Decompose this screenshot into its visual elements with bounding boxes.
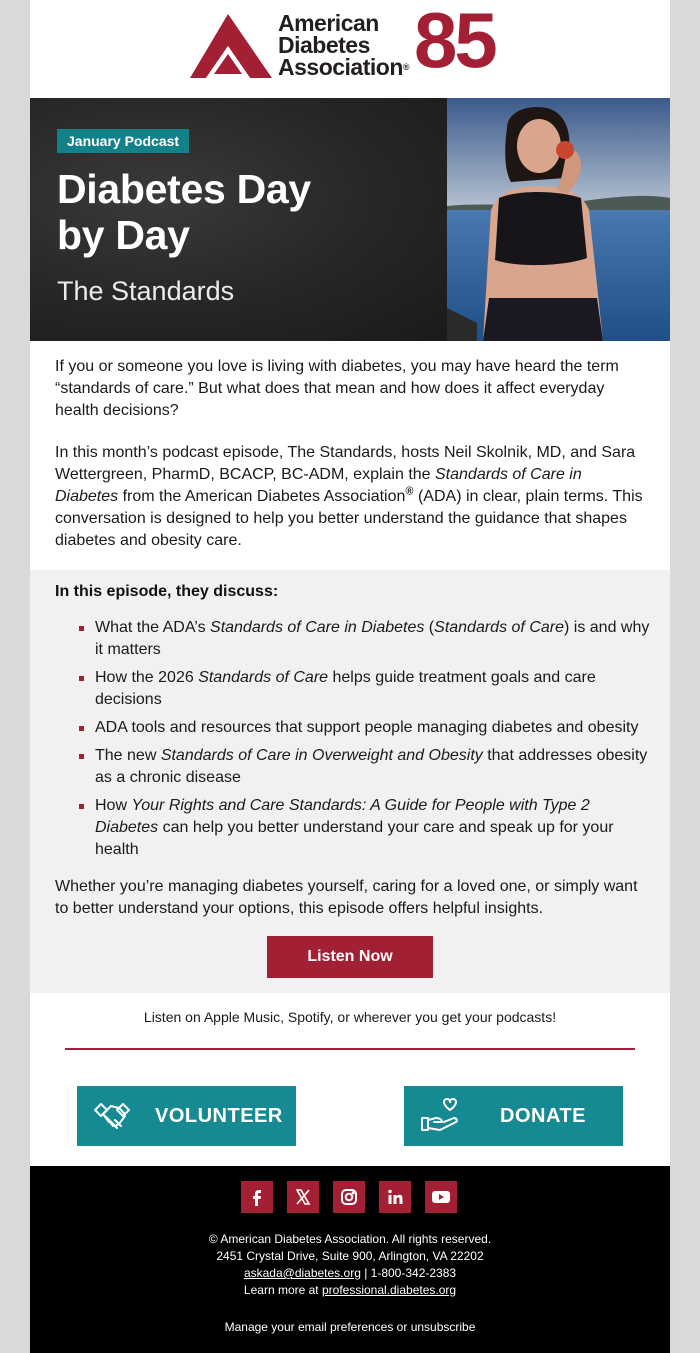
hero-badge: January Podcast xyxy=(57,129,189,153)
volunteer-label: VOLUNTEER xyxy=(155,1105,283,1127)
email-container xyxy=(30,0,670,1353)
professional-link[interactable]: professional.diabetes.org xyxy=(321,1283,457,1297)
footer xyxy=(30,1166,670,1353)
logo-line3: Association® xyxy=(278,54,410,80)
logo-85: 85 xyxy=(414,0,495,84)
x-icon xyxy=(287,1181,319,1213)
hero-title-line2: by Day xyxy=(57,212,190,258)
episode-heading: In this episode, they discuss: xyxy=(55,583,279,600)
hero-banner[interactable] xyxy=(30,98,670,341)
instagram-icon xyxy=(333,1181,365,1213)
linkedin-icon xyxy=(379,1181,411,1213)
list-item: How the 2026 Standards of Care helps guide treatment goals and care decisions xyxy=(55,667,655,711)
logo-line2: Diabetes xyxy=(278,32,370,58)
donate-label: DONATE xyxy=(500,1105,586,1127)
ada-85-logo[interactable] xyxy=(190,0,520,84)
hand-heart-icon xyxy=(418,1096,462,1136)
volunteer-button[interactable] xyxy=(77,1086,296,1146)
list-item: What the ADA’s Standards of Care in Diabetes (Standards of Care) is and why it matters xyxy=(55,617,655,661)
facebook-icon xyxy=(241,1181,273,1213)
hero-subtitle: The Standards xyxy=(57,276,235,306)
youtube-icon xyxy=(425,1181,457,1213)
manage-preferences-link[interactable]: Manage your email preferences or unsubscribe xyxy=(224,1320,476,1334)
hero-photo xyxy=(447,98,670,341)
youtube-link[interactable] xyxy=(425,1181,457,1213)
footer-learn-more: Learn more at professional.diabetes.org xyxy=(243,1283,457,1297)
divider xyxy=(65,1048,635,1050)
listen-now-button[interactable]: Listen Now xyxy=(267,936,433,978)
ada-triangle-icon xyxy=(190,14,272,78)
header xyxy=(30,0,670,98)
x-link[interactable] xyxy=(287,1181,319,1213)
handshake-icon xyxy=(91,1096,133,1136)
logo-line1: American xyxy=(278,10,379,36)
linkedin-link[interactable] xyxy=(379,1181,411,1213)
platforms-text: Listen on Apple Music, Spotify, or wherever you get your podcasts! xyxy=(143,1009,557,1025)
episode-topic-list xyxy=(55,617,655,867)
hero-text-panel xyxy=(30,98,448,341)
intro-paragraph-2: In this month’s podcast episode, The Standards, hosts Neil Skolnik, MD, and Sara Wettergreen, PharmD, BCACP, BC-ADM, explain the Standards of Care in Diabetes from the American Diabetes Association® (ADA) in clear, plain terms. This conversation is designed to help you better understand the guidance that shapes diabetes and obesity care. xyxy=(55,444,643,549)
list-item: ADA tools and resources that support people managing diabetes and obesity xyxy=(55,717,655,739)
footer-address: 2451 Crystal Drive, Suite 900, Arlington, VA 22202 xyxy=(216,1249,484,1263)
social-links xyxy=(241,1181,461,1213)
logo-wordmark xyxy=(278,12,409,78)
facebook-link[interactable] xyxy=(241,1181,273,1213)
footer-copyright: © American Diabetes Association. All rights reserved. xyxy=(208,1232,492,1246)
intro-section xyxy=(30,341,670,570)
hero-title-line1: Diabetes Day xyxy=(57,166,311,212)
intro-paragraph-1: If you or someone you love is living with diabetes, you may have heard the term “standards of care.” But what does that mean and how does it affect everyday health decisions? xyxy=(55,358,619,419)
episode-closing: Whether you’re managing diabetes yourself, caring for a loved one, or simply want to better understand your options, this episode offers helpful insights. xyxy=(55,878,638,917)
hero-title xyxy=(57,166,437,258)
instagram-link[interactable] xyxy=(333,1181,365,1213)
footer-contact: askada@diabetes.org | 1-800-342-2383 xyxy=(243,1266,457,1280)
episode-section xyxy=(30,570,670,993)
email-link[interactable]: askada@diabetes.org xyxy=(243,1266,361,1280)
list-item: The new Standards of Care in Overweight and Obesity that addresses obesity as a chronic disease xyxy=(55,745,655,789)
list-item: How Your Rights and Care Standards: A Guide for People with Type 2 Diabetes can help you better understand your care and speak up for your health xyxy=(55,795,655,861)
donate-button[interactable] xyxy=(404,1086,623,1146)
